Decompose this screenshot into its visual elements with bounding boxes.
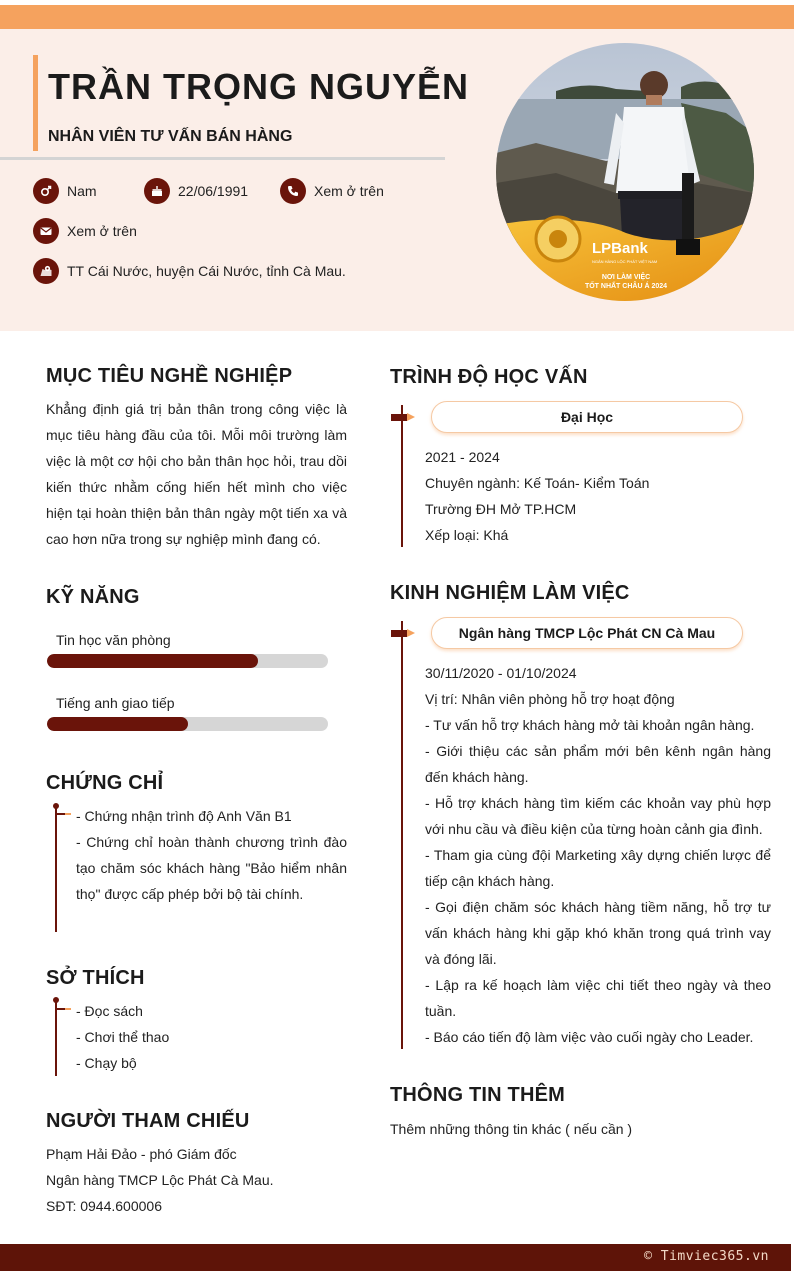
- experience-line: - Tư vấn hỗ trợ khách hàng mở tài khoản ngân hàng.: [425, 717, 755, 733]
- extra-text: Thêm những thông tin khác ( nếu cần ): [390, 1121, 633, 1137]
- gender-value: Nam: [67, 183, 97, 199]
- reference-line: SĐT: 0944.600006: [46, 1198, 162, 1214]
- footer-bar: [0, 1244, 791, 1271]
- experience-line: - Báo cáo tiến độ làm việc vào cuối ngày cho Leader.: [425, 1029, 754, 1045]
- skill-bar-fill: [47, 717, 188, 731]
- profile-photo: [496, 43, 754, 301]
- timeline-marker-arrow: [407, 629, 415, 637]
- education-level-pill: Đại Học: [431, 401, 743, 433]
- education-line: Xếp loại: Khá: [425, 527, 509, 543]
- skills-title: KỸ NĂNG: [46, 586, 140, 608]
- skill-name: Tiếng anh giao tiếp: [56, 695, 175, 711]
- objective-text: Khẳng định giá trị bản thân trong công việc là mục tiêu hàng đầu của tôi. Mỗi môi trường làm việc là một cơ hội cho bản thân học hỏi, trau dồi kiến thức nhằm cống hiến hết mình cho việc hiện tại hoàn thiện bản thân ngày một tiến xa và cao hơn nữa trong sự nghiệp mình đang có.: [46, 401, 347, 547]
- footer-credit: © Timviec365.vn: [644, 1249, 769, 1264]
- experience-line: - Gọi điện chăm sóc khách hàng tiềm năng, hỗ trợ tư vấn khách hàng khi gặp khó khăn trong quá trình vay và đóng lãi.: [425, 899, 771, 967]
- experience-line: Vị trí: Nhân viên phòng hỗ trợ hoạt động: [425, 691, 675, 707]
- experience-line: - Hỗ trợ khách hàng tìm kiếm các khoản vay phù hợp với nhu cầu và điều kiện của từng hoàn cảnh gia đình.: [425, 795, 771, 837]
- timeline-marker: [391, 630, 407, 637]
- gender-icon: [33, 178, 59, 204]
- list-item: - Chứng chỉ hoàn thành chương trình đào tạo chăm sóc khách hàng "Bảo hiểm nhân thọ" được cấp phép bởi bộ tài chính.: [76, 834, 347, 902]
- birthday-cake-icon: [144, 178, 170, 204]
- list-item: - Đọc sách: [76, 1003, 143, 1019]
- skill-bar-fill: [47, 654, 258, 668]
- birthday-value: 22/06/1991: [178, 183, 249, 199]
- timeline-line: [55, 806, 57, 932]
- skill-name: Tin học văn phòng: [56, 632, 171, 648]
- skill-bar: [47, 654, 328, 668]
- experience-title: KINH NGHIỆM LÀM VIỆC: [390, 582, 630, 604]
- timeline-marker-arrow: [407, 413, 415, 421]
- timeline-tick-accent: [65, 1008, 71, 1010]
- hobbies-list: [76, 998, 347, 1076]
- experience-line: 30/11/2020 - 01/10/2024: [425, 665, 577, 681]
- photo-brand: LPBank: [592, 240, 648, 257]
- info-gender: [33, 178, 97, 204]
- hobbies-title: SỞ THÍCH: [46, 967, 145, 989]
- references-list: [46, 1141, 347, 1219]
- experience-company-pill: Ngân hàng TMCP Lộc Phát CN Cà Mau: [431, 617, 743, 649]
- list-item: - Chơi thể thao: [76, 1029, 170, 1045]
- photo-brand-sub: NGÂN HÀNG LỘC PHÁT VIỆT NAM: [592, 259, 658, 264]
- certificates-list: [76, 803, 347, 907]
- timeline-line: [401, 621, 403, 1049]
- extra-title: THÔNG TIN THÊM: [390, 1084, 566, 1106]
- timeline-tick: [57, 813, 65, 815]
- timeline-line: [401, 405, 403, 547]
- certificates-title: CHỨNG CHỈ: [46, 772, 164, 794]
- info-address: [33, 258, 346, 284]
- timeline-tick-accent: [65, 813, 71, 815]
- list-item: - Chạy bộ: [76, 1055, 137, 1071]
- info-phone: [280, 178, 384, 204]
- education-line: Chuyên ngành: Kế Toán- Kiểm Toán: [425, 475, 650, 491]
- skill-bar: [47, 717, 328, 731]
- info-email: [33, 218, 137, 244]
- experience-line: - Lập ra kế hoạch làm việc chi tiết theo ngày và theo tuần.: [425, 977, 771, 1019]
- email-icon: [33, 218, 59, 244]
- education-line: 2021 - 2024: [425, 449, 500, 465]
- reference-line: Ngân hàng TMCP Lộc Phát Cà Mau.: [46, 1172, 274, 1188]
- info-birthday: [144, 178, 248, 204]
- timeline-line: [55, 1000, 57, 1076]
- photo-award-line1: NƠI LÀM VIỆC: [601, 274, 651, 281]
- address-value: TT Cái Nước, huyện Cái Nước, tỉnh Cà Mau.: [67, 263, 346, 279]
- timeline-marker: [391, 414, 407, 421]
- top-accent-bar: [0, 5, 794, 29]
- email-value: Xem ở trên: [67, 223, 137, 239]
- header-divider: [0, 157, 445, 160]
- education-details: [425, 444, 771, 548]
- references-title: NGƯỜI THAM CHIẾU: [46, 1110, 250, 1132]
- reference-line: Phạm Hải Đảo - phó Giám đốc: [46, 1146, 237, 1162]
- phone-icon: [280, 178, 306, 204]
- education-line: Trường ĐH Mở TP.HCM: [425, 501, 577, 517]
- experience-details: [425, 660, 771, 1050]
- timeline-tick: [57, 1008, 65, 1010]
- objective-title: MỤC TIÊU NGHỀ NGHIỆP: [46, 365, 293, 387]
- list-item: - Chứng nhận trình độ Anh Văn B1: [76, 808, 292, 824]
- experience-line: - Giới thiệu các sản phẩm mới bên kênh ngân hàng đến khách hàng.: [425, 743, 771, 785]
- education-title: TRÌNH ĐỘ HỌC VẤN: [390, 366, 588, 388]
- name-accent-bar: [33, 55, 38, 151]
- photo-award-line2: TỐT NHẤT CHÂU Á 2024: [584, 283, 668, 290]
- phone-value: Xem ở trên: [314, 183, 384, 199]
- experience-line: - Tham gia cùng đội Marketing xây dựng chiến lược để tiếp cận khách hàng.: [425, 847, 771, 889]
- candidate-name: TRẦN TRỌNG NGUYỄN: [48, 66, 469, 107]
- map-pin-icon: [33, 258, 59, 284]
- candidate-position: NHÂN VIÊN TƯ VẤN BÁN HÀNG: [48, 128, 293, 145]
